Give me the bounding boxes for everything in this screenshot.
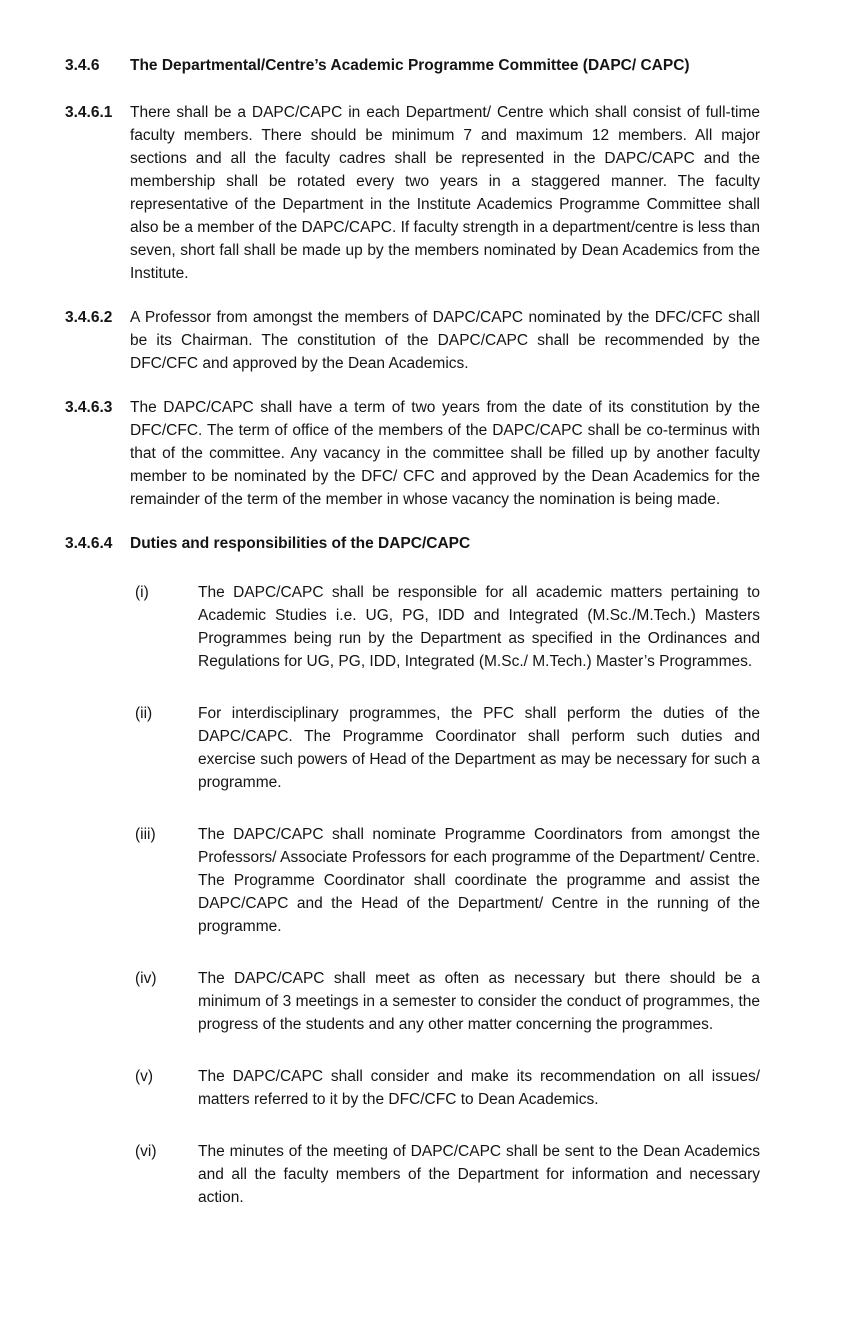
list-item-marker: (vi) xyxy=(135,1143,157,1160)
list-item-text: The DAPC/CAPC shall be responsible for all academic matters pertaining to Academic Studies i.e. UG, PG, IDD and Integrated (M.Sc./M.Tech.) Masters Programmes being run by the Department as specified in the Ordinances and Regulations for UG, PG, IDD, Integrated (M.Sc./ M.Tech.) Master’s Programmes. xyxy=(198,584,760,670)
section-heading-number: 3.4.6 xyxy=(65,57,100,74)
list-item xyxy=(135,581,760,673)
paragraph-text: A Professor from amongst the members of DAPC/CAPC nominated by the DFC/CFC shall be its Chairman. The constitution of the DAPC/CAPC shall be recommended by the DFC/CFC and approved by the Dean Academics. xyxy=(130,309,760,372)
paragraph-number: 3.4.6.2 xyxy=(65,309,113,326)
list-item xyxy=(135,1140,760,1209)
numbered-paragraph xyxy=(65,101,760,285)
subsection-heading-number: 3.4.6.4 xyxy=(65,535,113,552)
list-item-text: The DAPC/CAPC shall consider and make its recommendation on all issues/ matters referred to it by the DFC/CFC to Dean Academics. xyxy=(198,1068,760,1108)
paragraph-number: 3.4.6.1 xyxy=(65,104,113,121)
subsection-heading-title: Duties and responsibilities of the DAPC/CAPC xyxy=(130,535,471,552)
list-item-text: For interdisciplinary programmes, the PFC shall perform the duties of the DAPC/CAPC. The Programme Coordinator shall perform such duties and exercise such powers of Head of the Department as may be necessary for such a programme. xyxy=(198,705,760,791)
list-item-text: The DAPC/CAPC shall nominate Programme Coordinators from amongst the Professors/ Associate Professors for each programme of the Department/ Centre. The Programme Coordinator shall coordinate the programme and assist the DAPC/CAPC and the Head of the Department/ Centre in the running of the programme. xyxy=(198,826,760,935)
list-item-marker: (iii) xyxy=(135,826,156,843)
numbered-paragraph xyxy=(65,396,760,511)
list-item xyxy=(135,967,760,1036)
paragraph-text: The DAPC/CAPC shall have a term of two years from the date of its constitution by the DFC/CFC. The term of office of the members of the DAPC/CAPC shall be co-terminus with that of the committee. Any vacancy in the committee shall be filled up by another faculty member to be nominated by the DFC/ CFC and approved by the Dean Academics for the remainder of the term of the member in whose vacancy the nomination is being made. xyxy=(130,399,760,508)
paragraph-number: 3.4.6.3 xyxy=(65,399,113,416)
list-item-marker: (v) xyxy=(135,1068,154,1085)
list-item-text: The DAPC/CAPC shall meet as often as necessary but there should be a minimum of 3 meetings in a semester to consider the conduct of programmes, the progress of the students and any other matter concerning the programmes. xyxy=(198,970,760,1033)
list-item xyxy=(135,1065,760,1111)
list-item-text: The minutes of the meeting of DAPC/CAPC shall be sent to the Dean Academics and all the faculty members of the Department for information and necessary action. xyxy=(198,1143,760,1206)
subsection-heading xyxy=(65,532,760,555)
list-item xyxy=(135,702,760,794)
numbered-paragraph xyxy=(65,306,760,375)
section-heading-title: The Departmental/Centre’s Academic Programme Committee (DAPC/ CAPC) xyxy=(130,57,690,74)
section-heading xyxy=(65,54,760,77)
list-item-marker: (i) xyxy=(135,584,149,601)
list-item xyxy=(135,823,760,938)
list-item-marker: (ii) xyxy=(135,705,153,722)
paragraph-text: There shall be a DAPC/CAPC in each Department/ Centre which shall consist of full-time faculty members. There should be minimum 7 and maximum 12 members. All major sections and all the faculty cadres shall be represented in the DAPC/CAPC and the membership shall be rotated every two years in a staggered manner. The faculty representative of the Department in the Institute Academics Programme Committee shall also be a member of the DAPC/CAPC. If faculty strength in a department/centre is less than seven, short fall shall be made up by the members nominated by Dean Academics from the Institute. xyxy=(130,104,760,282)
list-item-marker: (iv) xyxy=(135,970,157,987)
